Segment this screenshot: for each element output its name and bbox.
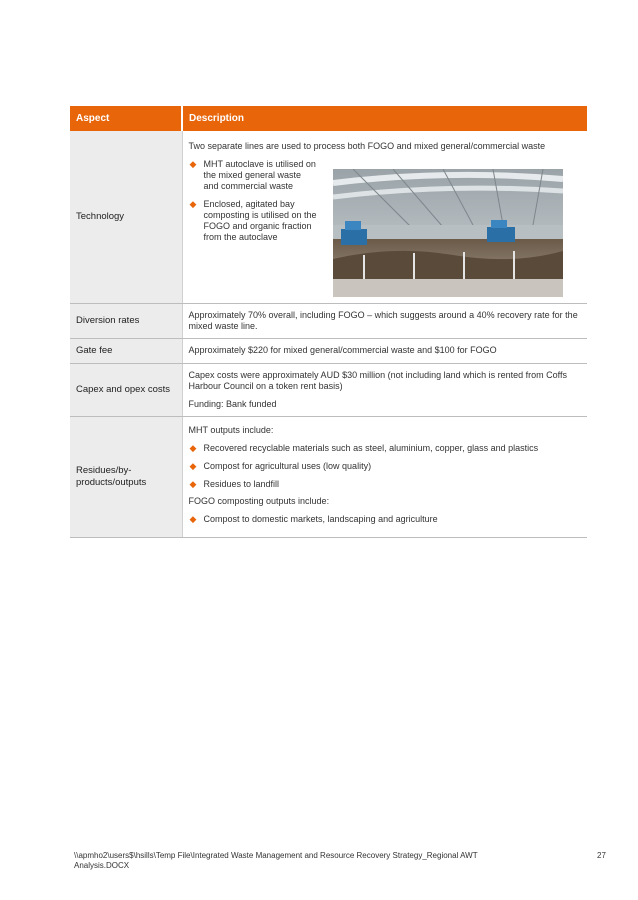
fogo-bullets [189,514,582,525]
row-desc-diversion [182,304,587,339]
list-item [189,159,319,192]
bullet-icon: ◆ [189,461,197,471]
page-number: 27 [597,851,606,860]
bullet-text: Recovered recyclable materials such as steel, aluminium, copper, glass and plastics [203,443,539,453]
row-label-diversion: Diversion rates [70,304,182,339]
row-label-gate-fee: Gate fee [70,339,182,364]
bullet-icon: ◆ [189,479,197,489]
bullet-text: MHT autoclave is utilised on the mixed general waste and commercial waste [203,159,316,191]
technology-intro: Two separate lines are used to process both FOGO and mixed general/commercial waste [188,141,546,151]
capex-text: Capex costs were approximately AUD $30 million (not including land which is rented from Coffs Harbour Council on a token rent basis) [188,370,568,391]
table-row-diversion [70,304,587,339]
mht-bullets [189,443,582,490]
funding-text: Funding: Bank funded [188,399,277,409]
bullet-text: Compost for agricultural uses (low quality) [203,461,372,471]
row-desc-technology [182,131,587,304]
row-label-capex: Capex and opex costs [70,364,182,417]
list-item [189,514,582,525]
header-aspect: Aspect [70,106,182,131]
list-item [189,443,582,454]
list-item [189,461,582,472]
list-item [189,479,582,490]
mht-intro: MHT outputs include: [188,425,274,435]
bullet-icon: ◆ [189,159,197,169]
bullet-icon: ◆ [189,443,197,453]
table-row-residues [70,417,587,538]
technology-content [189,159,582,297]
bullet-text: Residues to landfill [203,479,280,489]
bullet-icon: ◆ [189,199,197,209]
fogo-intro: FOGO composting outputs include: [188,496,330,506]
list-item [189,199,319,243]
bullet-text: Compost to domestic markets, landscaping and agriculture [203,514,438,524]
composting-facility-photo [333,169,563,297]
aspects-table [70,106,587,538]
row-label-technology: Technology [70,131,182,304]
row-desc-gate-fee [182,339,587,364]
bullet-text: Enclosed, agitated bay composting is utilised on the FOGO and organic fraction from the autoclave [203,199,317,242]
footer-file-path: \\apmho2\users$\hsills\Temp File\Integrated Waste Management and Resource Recovery Strategy_Regional AWT Analysis.DOCX [74,851,478,870]
technology-bullets [189,159,319,243]
diversion-text: Approximately 70% overall, including FOGO – which suggests around a 40% recovery rate for the mixed waste line. [188,310,578,331]
row-desc-residues [182,417,587,538]
bullet-icon: ◆ [189,514,197,524]
gate-fee-text: Approximately $220 for mixed general/commercial waste and $100 for FOGO [188,345,497,355]
table-row-technology [70,131,587,304]
table-header-row [70,106,587,131]
table-row-capex [70,364,587,417]
row-label-residues: Residues/by-products/outputs [70,417,182,538]
table-row-gate-fee [70,339,587,364]
header-description: Description [182,106,587,131]
row-desc-capex [182,364,587,417]
